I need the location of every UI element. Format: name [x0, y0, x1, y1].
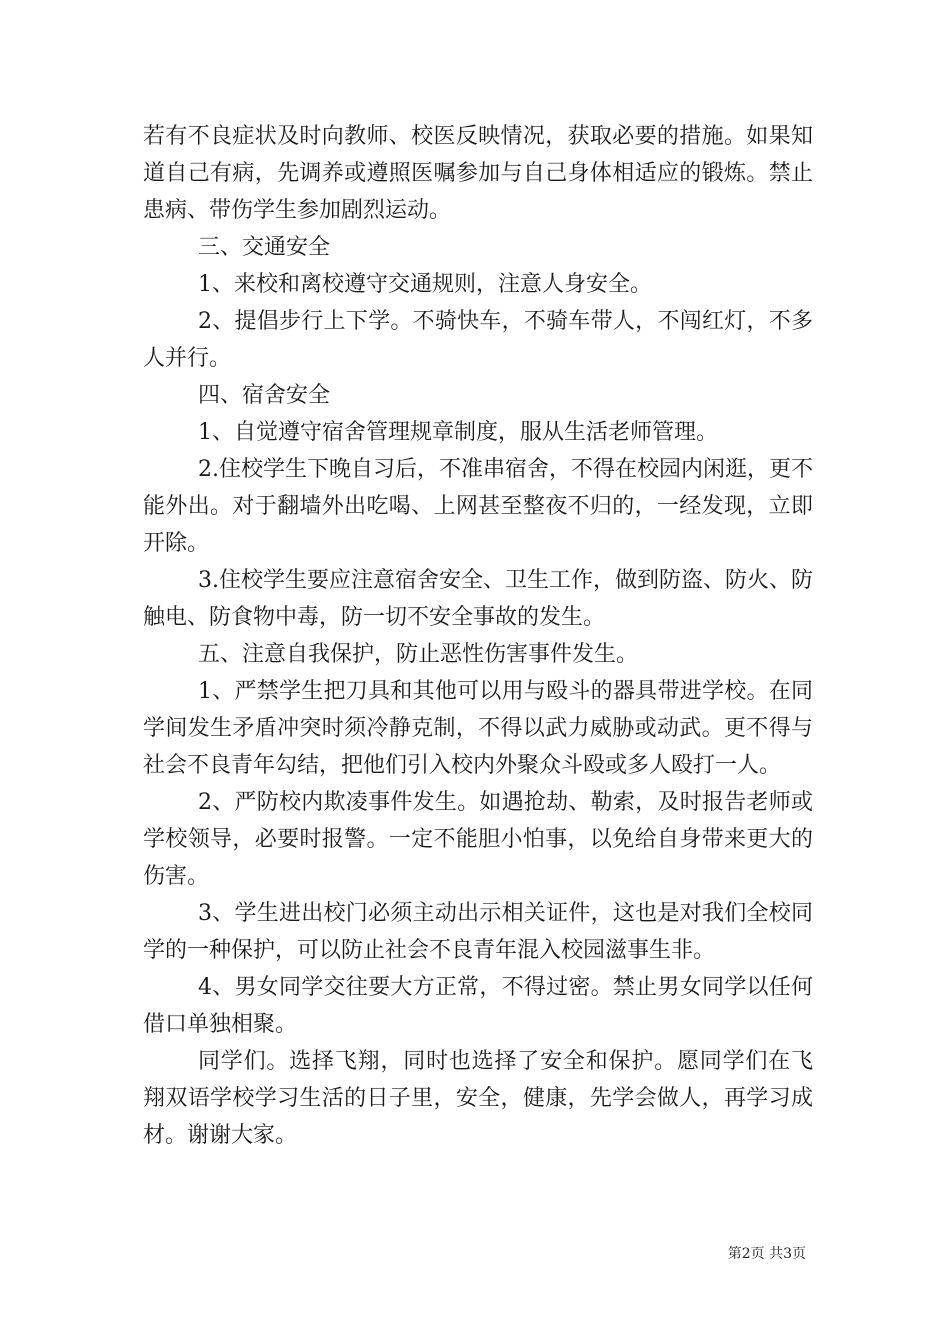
paragraph-traffic-rule-2: 2、提倡步行上下学。不骑快车，不骑车带人，不闯红灯，不多人并行。: [143, 309, 813, 371]
paragraph-dorm-rule-2: 2.住校学生下晚自习后，不准串宿舍，不得在校园内闲逛，更不能外出。对于翻墙外出吃喝、上网甚至整夜不归的，一经发现，立即开除。: [143, 457, 813, 556]
page-number: 第2页 共3页: [727, 1246, 806, 1262]
paragraph-dorm-rule-3: 3.住校学生要应注意宿舍安全、卫生工作，做到防盗、防火、防触电、防食物中毒，防一切不安全事故的发生。: [143, 568, 813, 630]
paragraph-closing: 同学们。选择飞翔，同时也选择了安全和保护。愿同学们在飞翔双语学校学习生活的日子里，安全，健康，先学会做人，再学习成材。谢谢大家。: [143, 1049, 813, 1148]
paragraph-protection-rule-4: 4、男女同学交往要大方正常，不得过密。禁止男女同学以任何借口单独相聚。: [143, 975, 813, 1037]
paragraph-protection-rule-1: 1、严禁学生把刀具和其他可以用与殴斗的器具带进学校。在同学间发生矛盾冲突时须冷静克制，不得以武力威胁或动武。更不得与社会不良青年勾结，把他们引入校内外聚众斗殴或多人殴打一人。: [143, 679, 813, 778]
document-body: [143, 118, 813, 1154]
heading-traffic-safety: 三、交通安全: [198, 235, 331, 260]
paragraph-health-continued: 若有不良症状及时向教师、校医反映情况，获取必要的措施。如果知道自己有病，先调养或遵照医嘱参加与自己身体相适应的锻炼。禁止患病、带伤学生参加剧烈运动。: [143, 124, 813, 223]
paragraph-protection-rule-3: 3、学生进出校门必须主动出示相关证件，这也是对我们全校同学的一种保护，可以防止社会不良青年混入校园滋事生非。: [143, 901, 813, 963]
paragraph-protection-rule-2: 2、严防校内欺凌事件发生。如遇抢劫、勒索，及时报告老师或学校领导，必要时报警。一定不能胆小怕事，以免给自身带来更大的伤害。: [143, 790, 813, 889]
heading-self-protection: 五、注意自我保护，防止恶性伤害事件发生。: [198, 642, 639, 667]
paragraph-dorm-rule-1: 1、自觉遵守宿舍管理规章制度，服从生活老师管理。: [198, 420, 718, 445]
heading-dorm-safety: 四、宿舍安全: [198, 383, 331, 408]
paragraph-traffic-rule-1: 1、来校和离校遵守交通规则，注意人身安全。: [198, 272, 652, 297]
